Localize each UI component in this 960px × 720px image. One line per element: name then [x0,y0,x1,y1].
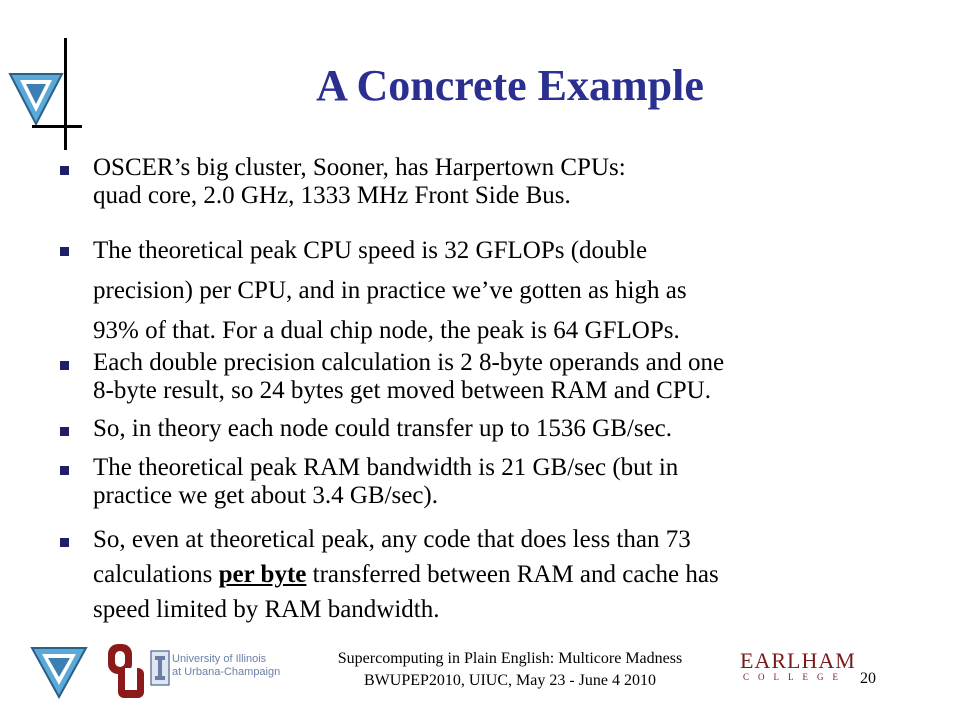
bullet-marker [60,427,69,436]
bullet-line: 93% of that. For a dual chip node, the peak is 64 GFLOPs. [93,317,680,344]
footer-line: Supercomputing in Plain English: Multicore Madness [337,650,683,667]
footer-line: BWUPEP2010, UIUC, May 23 - June 4 2010 [364,672,656,689]
illinois-text [172,653,280,679]
bullet-marker [60,166,69,175]
bullet-line: OSCER’s big cluster, Sooner, has Harpertown CPUs: [93,154,626,181]
illinois-logo-icon [150,650,170,686]
bullet-line: So, even at theoretical peak, any code that does less than 73 [93,526,691,553]
text-run: transferred between RAM and cache has [306,561,719,588]
ou-logo-icon [104,642,148,700]
bullet-line: The theoretical peak RAM bandwidth is 21 GB/sec (but in [93,454,679,481]
earlham-name: EARLHAM [740,648,856,673]
bullet-line: quad core, 2.0 GHz, 1333 MHz Front Side Bus. [93,182,571,209]
page-number: 20 [860,670,876,687]
bullet-line: So, in theory each node could transfer up to 1536 GB/sec. [93,415,673,442]
illinois-line: at Urbana-Champaign [172,666,281,678]
earlham-college: COLLEGE [743,672,847,682]
emphasis-per-byte: per byte [218,561,307,588]
bullet-line: 8-byte result, so 24 bytes get moved between RAM and CPU. [93,377,711,404]
bullet-text [93,454,933,510]
earlham-logo [740,648,856,682]
bullet-line: Each double precision calculation is 2 8-byte operands and one [93,349,725,376]
bullet-line [93,557,933,592]
bullet-line: practice we get about 3.4 GB/sec). [93,482,439,509]
bullet-text [93,231,933,351]
bullet-text [93,522,933,627]
bullet-marker [60,538,69,547]
oscer-footer-logo-icon [30,645,88,701]
bullet-line: speed limited by RAM bandwidth. [93,596,440,623]
bullet-marker [60,466,69,475]
slide-title: A Concrete Example [316,61,704,110]
bullet-line: precision) per CPU, and in practice we’ve gotten as high as [93,277,687,304]
footer-caption [290,648,730,692]
illinois-line: University of Illinois [172,653,267,665]
bullet-marker [60,247,69,256]
bullet-line: The theoretical peak CPU speed is 32 GFLOPs (double [93,237,648,264]
text-run: calculations [93,561,219,588]
bullet-text [93,154,933,210]
bullet-text [93,415,933,443]
bullet-marker [60,361,69,370]
header-horizontal-rule [32,125,82,128]
bullet-text [93,349,933,405]
